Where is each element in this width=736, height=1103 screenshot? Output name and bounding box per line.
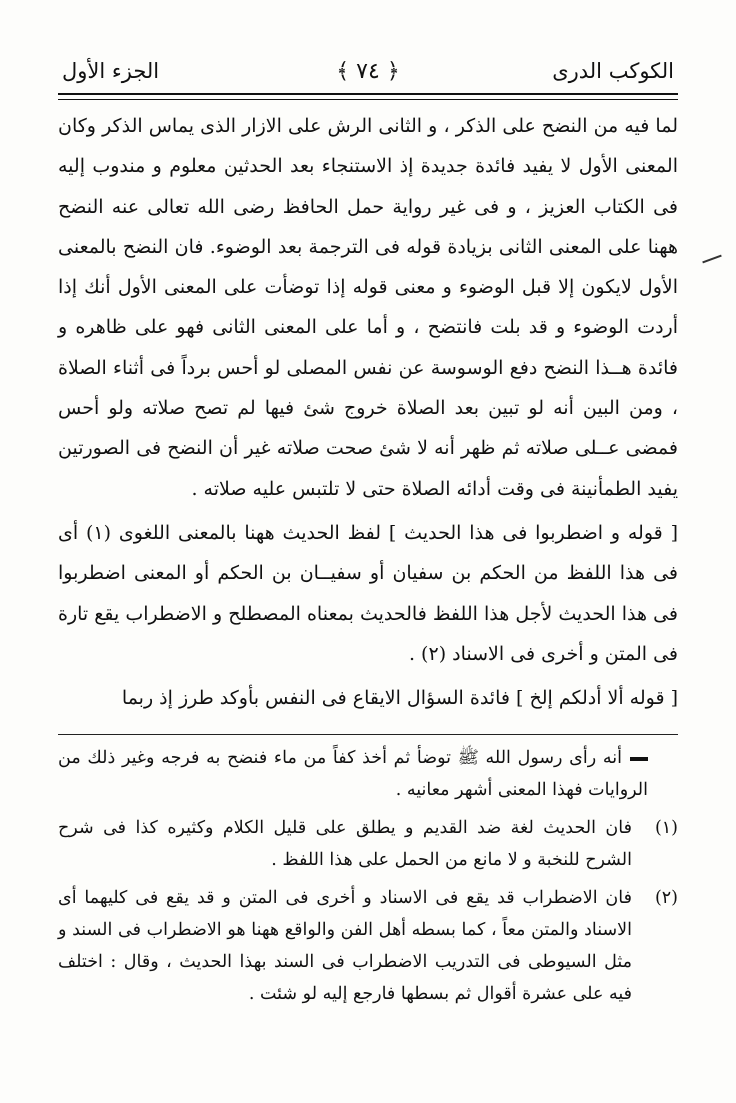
header-rule-thin [58,99,678,100]
footnotes [58,742,678,1010]
running-header [62,52,674,90]
footnote-2 [58,882,678,1010]
footnote-1 [58,812,678,876]
paragraph: لما فيه من النضح على الذكر ، و الثانى الرش على الازار الذى يماس الذكر وكان المعنى الأول لا يفيد فائدة جديدة إذ الاستنجاء بعد الحدثين معلوم و مندوب إليه فى الكتاب العزيز ، و فى غير رواية حمل الحافظ رضى الله تعالى عنه النضح ههنا على المعنى الثانى بزيادة قوله فى الترجمة بعد الوضوء. فان النضح بالمعنى الأول لايكون إلا قبل الوضوء و معنى قوله إذا توضأت على المعنى الأول أنك إذا أردت الوضوء و قد بلت فانتضح ، و أما على المعنى الثانى فهو على ظاهره و فائدة هــذا النضح دفع الوسوسة عن نفس المصلى لو أحس برداً فى أثناء الصلاة ، ومن البين أنه لو تبين بعد الصلاة خروج شئ فيها لم تصح صلاته ولو أحس فمضى عــلى صلاته ثم ظهر أنه لا شئ صحت صلاته غير أن النضح فى الصورتين يفيد الطمأنينة فى وقت أدائه الصلاة حتى لا تلتبس عليه صلاته . [58,115,678,500]
footnote-continuation-text: أنه رأى رسول الله ﷺ توضأ ثم أخذ كفاً من ماء فنضح به فرجه وغير ذلك من الروايات فهذا المعنى أشهر معانيه . [58,748,648,800]
book-title: الكوكب الدرى [552,59,674,83]
paragraph: [ قوله ألا أدلكم إلخ ] فائدة السؤال الايقاع فى النفس بأوكد طرز إذ ربما [121,687,678,710]
main-text [58,106,678,718]
margin-mark [702,255,721,264]
footnote-text: فان الاضطراب قد يقع فى الاسناد و أخرى فى المتن و قد يقع فى كليهما أى الاسناد والمتن معاً ، كما بسطه أهل الفن والواقع ههنا هو الاضطراب فى السند و مثل السيوطى فى التدريب الاضطراب فى السند بهذا الحديث ، وقال : اختلف فيه على عشرة أقوال ثم بسطها فارجع إليه لو شئت . [58,888,632,1004]
footnote-text: فان الحديث لغة ضد القديم و يطلق على قليل الكلام وكثيره كذا فى شرح الشرح للنخبة و لا مانع من الحمل على هذا اللفظ . [58,818,632,870]
header-rule [58,93,678,95]
footnote-separator [58,734,678,735]
footnote-number: (١) [654,818,678,838]
dash-mark [630,757,648,761]
footnote-continuation [58,742,678,806]
footnote-number: (٢) [654,888,678,908]
page-number: ﴿ ٧٤ ﴾ [336,58,400,84]
paragraph: [ قوله و اضطربوا فى هذا الحديث ] لفظ الحديث ههنا بالمعنى اللغوى (١) أى فى هذا اللفظ من الحكم بن سفيان أو سفيــان بن الحكم أو المعنى اضطربوا فى هذا الحديث لأجل هذا اللفظ فالحديث بمعناه المصطلح و الاضطراب يقع تارة فى المتن و أخرى فى الاسناد (٢) . [58,521,679,665]
volume-label: الجزء الأول [62,59,160,83]
